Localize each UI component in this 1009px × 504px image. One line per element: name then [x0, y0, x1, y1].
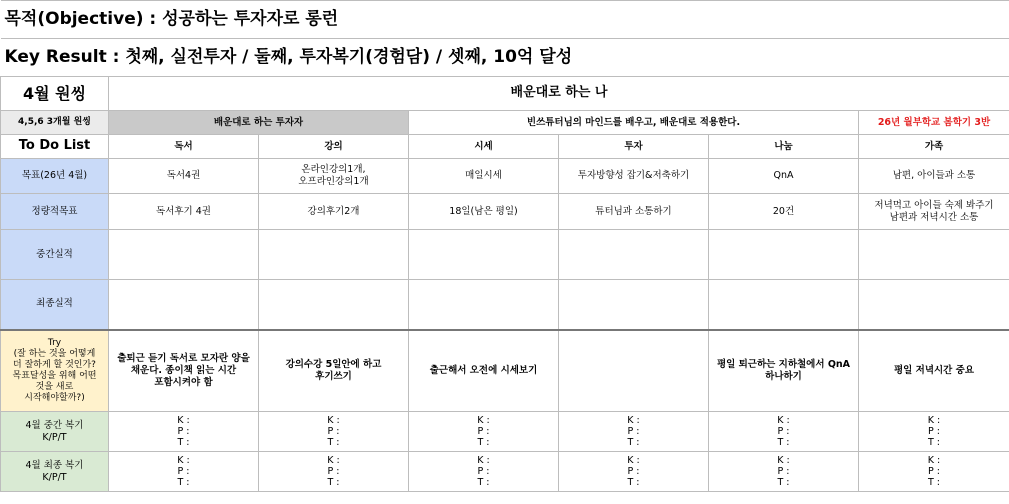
quant-cell-family[interactable]: 저녁먹고 아이들 숙제 봐주기 남편과 저녁시간 소통 — [859, 194, 1009, 230]
mid-result-cell[interactable] — [559, 230, 709, 280]
try-cell-reading[interactable]: 출퇴근 듣기 독서로 모자란 양을 채운다. 종이책 읽는 시간 포함시켜야 함 — [109, 330, 259, 412]
final-result-cell[interactable] — [409, 280, 559, 330]
school-note-cell[interactable]: 26년 월부학교 봄학기 3반 — [859, 111, 1009, 135]
goal-row-label[interactable]: 목표(26년 4월) — [1, 159, 109, 194]
goal-cell-price[interactable]: 매일시세 — [409, 159, 559, 194]
mid-review-row-label[interactable]: 4월 중간 복기 K/P/T — [1, 412, 109, 452]
col-header-reading[interactable]: 독서 — [109, 135, 259, 159]
col-header-lecture[interactable]: 강의 — [259, 135, 409, 159]
final-result-cell[interactable] — [259, 280, 409, 330]
final-review-kpt-cell[interactable]: K : P : T : — [709, 452, 859, 492]
col-header-family[interactable]: 가족 — [859, 135, 1009, 159]
final-review-kpt-cell[interactable]: K : P : T : — [859, 452, 1009, 492]
mid-result-cell[interactable] — [259, 230, 409, 280]
quant-cell-price[interactable]: 18일(남은 평일) — [409, 194, 559, 230]
mid-result-cell[interactable] — [859, 230, 1009, 280]
final-review-row-label[interactable]: 4월 최종 복기 K/P/T — [1, 452, 109, 492]
mid-review-kpt-cell[interactable]: K : P : T : — [859, 412, 1009, 452]
mid-review-kpt-cell[interactable]: K : P : T : — [109, 412, 259, 452]
three-month-label-cell[interactable]: 4,5,6 3개월 원씽 — [1, 111, 109, 135]
final-result-cell[interactable] — [859, 280, 1009, 330]
month-onething-cell[interactable]: 4월 원씽 — [1, 77, 109, 111]
mid-review-kpt-cell[interactable]: K : P : T : — [559, 412, 709, 452]
goal-cell-sharing[interactable]: QnA — [709, 159, 859, 194]
goal-cell-family[interactable]: 남편, 아이들과 소통 — [859, 159, 1009, 194]
final-result-cell[interactable] — [109, 280, 259, 330]
col-header-investment[interactable]: 투자 — [559, 135, 709, 159]
final-result-cell[interactable] — [559, 280, 709, 330]
mid-result-cell[interactable] — [409, 230, 559, 280]
try-cell-family[interactable]: 평일 저녁시간 중요 — [859, 330, 1009, 412]
try-row-label[interactable]: Try (잘 하는 것을 어떻게 더 잘하게 할 것인가? 목표달성을 위해 어떤 것을 새로 시작해야할까?) — [1, 330, 109, 412]
mid-review-kpt-cell[interactable]: K : P : T : — [259, 412, 409, 452]
mid-review-kpt-cell[interactable]: K : P : T : — [709, 412, 859, 452]
mid-result-cell[interactable] — [109, 230, 259, 280]
final-review-kpt-cell[interactable]: K : P : T : — [559, 452, 709, 492]
quant-cell-lecture[interactable]: 강의후기2개 — [259, 194, 409, 230]
final-result-cell[interactable] — [709, 280, 859, 330]
quant-row-label[interactable]: 정량적목표 — [1, 194, 109, 230]
try-cell-sharing[interactable]: 평일 퇴근하는 지하철에서 QnA 하나하기 — [709, 330, 859, 412]
final-result-row-label[interactable]: 최종실적 — [1, 280, 109, 330]
goal-cell-investment[interactable]: 투자방향성 잡기&저축하기 — [559, 159, 709, 194]
final-review-kpt-cell[interactable]: K : P : T : — [259, 452, 409, 492]
final-review-kpt-cell[interactable]: K : P : T : — [409, 452, 559, 492]
quant-cell-investment[interactable]: 튜터님과 소통하기 — [559, 194, 709, 230]
objective-cell[interactable]: 목적(Objective) : 성공하는 투자자로 롱런 — [1, 1, 1009, 39]
three-month-title-cell[interactable]: 배운대로 하는 투자자 — [109, 111, 409, 135]
final-review-kpt-cell[interactable]: K : P : T : — [109, 452, 259, 492]
try-cell-lecture[interactable]: 강의수강 5일안에 하고 후기쓰기 — [259, 330, 409, 412]
main-header-cell[interactable]: 배운대로 하는 나 — [109, 77, 1009, 111]
key-result-cell[interactable]: Key Result : 첫째, 실전투자 / 둘째, 투자복기(경험담) / 셋째, 10억 달성 — [1, 39, 1009, 77]
col-header-price[interactable]: 시세 — [409, 135, 559, 159]
try-cell-investment[interactable] — [559, 330, 709, 412]
goal-cell-lecture[interactable]: 온라인강의1개, 오프라인강의1개 — [259, 159, 409, 194]
mid-result-cell[interactable] — [709, 230, 859, 280]
todo-list-label-cell[interactable]: To Do List — [1, 135, 109, 159]
goal-cell-reading[interactable]: 독서4권 — [109, 159, 259, 194]
mindset-description-cell[interactable]: 빈쓰튜터님의 마인드를 배우고, 배운대로 적용한다. — [409, 111, 859, 135]
quant-cell-reading[interactable]: 독서후기 4권 — [109, 194, 259, 230]
mid-review-kpt-cell[interactable]: K : P : T : — [409, 412, 559, 452]
try-cell-price[interactable]: 출근해서 오전에 시세보기 — [409, 330, 559, 412]
col-header-sharing[interactable]: 나눔 — [709, 135, 859, 159]
quant-cell-sharing[interactable]: 20건 — [709, 194, 859, 230]
mid-result-row-label[interactable]: 중간실적 — [1, 230, 109, 280]
